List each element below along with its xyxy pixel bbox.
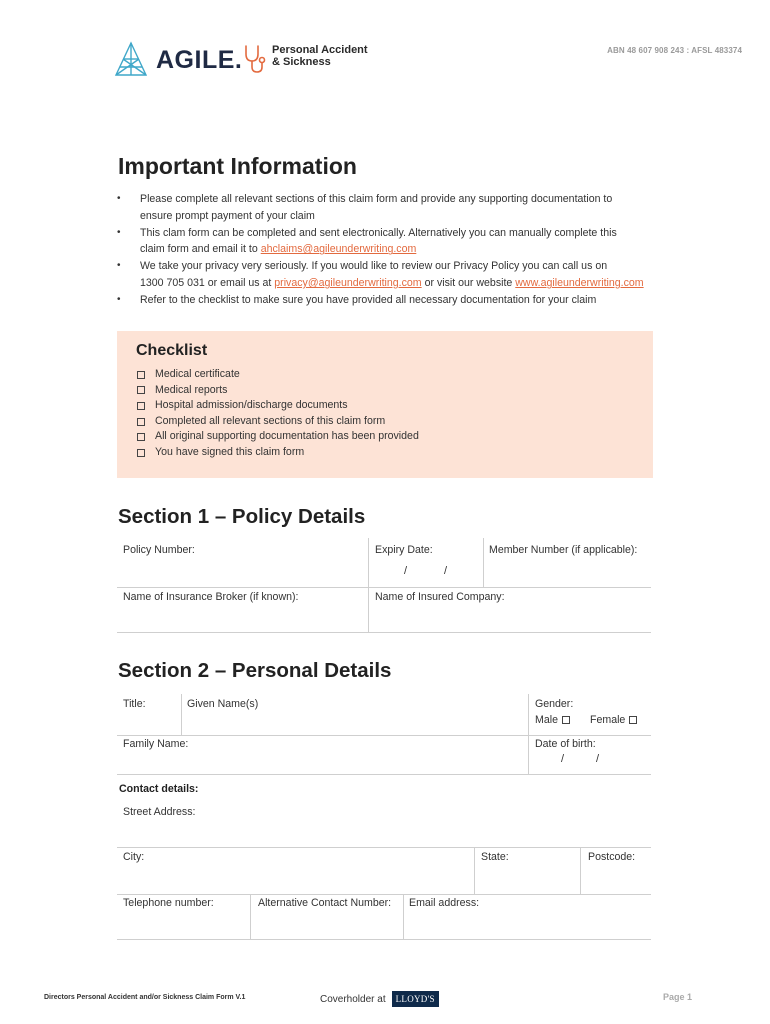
divider bbox=[528, 694, 529, 774]
insured-company-label[interactable]: Name of Insured Company: bbox=[375, 591, 505, 603]
important-info-title: Important Information bbox=[118, 153, 357, 179]
checkbox-icon[interactable] bbox=[629, 716, 637, 724]
contact-details-heading: Contact details: bbox=[119, 783, 199, 795]
state-label[interactable]: State: bbox=[481, 851, 509, 863]
checkbox-icon[interactable] bbox=[137, 386, 145, 394]
website-link[interactable]: www.agileunderwriting.com bbox=[515, 276, 644, 289]
section-1-title: Section 1 – Policy Details bbox=[118, 505, 366, 528]
product-line-2: & Sickness bbox=[272, 56, 331, 68]
claims-email-link[interactable]: ahclaims@agileunderwriting.com bbox=[260, 243, 417, 256]
divider bbox=[368, 538, 369, 633]
agile-mark-icon bbox=[112, 41, 150, 79]
checklist-item-label: You have signed this claim form bbox=[155, 445, 305, 458]
checklist-item-label: Medical certificate bbox=[155, 368, 240, 380]
checklist-title: Checklist bbox=[136, 342, 208, 359]
divider bbox=[117, 735, 651, 736]
checklist-item[interactable] bbox=[137, 367, 419, 383]
divider bbox=[580, 847, 581, 894]
male-option[interactable] bbox=[535, 714, 570, 726]
checklist-item[interactable] bbox=[137, 414, 419, 430]
checklist-item-label: All original supporting documentation has been provided bbox=[155, 430, 419, 443]
divider bbox=[181, 694, 182, 735]
date-separator: / bbox=[404, 565, 408, 577]
postcode-label[interactable]: Postcode: bbox=[588, 851, 636, 863]
broker-name-label[interactable]: Name of Insurance Broker (if known): bbox=[123, 591, 299, 603]
divider bbox=[117, 894, 651, 895]
list-item bbox=[118, 191, 658, 225]
alt-contact-label[interactable]: Alternative Contact Number: bbox=[258, 897, 392, 909]
abn-text: ABN 48 607 908 243 : AFSL 483374 bbox=[607, 46, 742, 55]
email-label[interactable]: Email address: bbox=[409, 897, 480, 909]
divider bbox=[250, 894, 251, 939]
brand-name: AGILE. bbox=[156, 45, 243, 74]
checklist-item[interactable] bbox=[137, 398, 419, 414]
checklist-item[interactable] bbox=[137, 383, 419, 399]
list-item bbox=[118, 225, 658, 259]
bullet-1-line-2: ensure prompt payment of your claim bbox=[140, 209, 315, 222]
bullet-3-pre-link: 1300 705 031 or email us at bbox=[140, 276, 275, 289]
important-info-list bbox=[118, 191, 658, 309]
form-name-footer: Directors Personal Accident and/or Sickness Claim Form V.1 bbox=[44, 994, 246, 1001]
street-address-label[interactable]: Street Address: bbox=[123, 806, 196, 818]
bullet-icon: • bbox=[117, 226, 121, 238]
female-label: Female bbox=[590, 714, 626, 726]
title-label[interactable]: Title: bbox=[123, 698, 146, 710]
bullet-icon: • bbox=[117, 260, 121, 272]
product-name bbox=[272, 44, 368, 68]
expiry-date-label[interactable]: Expiry Date: bbox=[375, 544, 433, 556]
female-option[interactable] bbox=[590, 714, 637, 726]
divider bbox=[117, 587, 651, 588]
telephone-label[interactable]: Telephone number: bbox=[123, 897, 214, 909]
gender-label: Gender: bbox=[535, 698, 574, 710]
family-name-label[interactable]: Family Name: bbox=[123, 738, 189, 750]
privacy-email-link[interactable]: privacy@agileunderwriting.com bbox=[274, 276, 422, 289]
divider bbox=[117, 939, 651, 940]
agile-logo bbox=[112, 40, 242, 80]
checkbox-icon[interactable] bbox=[137, 402, 145, 410]
divider bbox=[483, 538, 484, 587]
divider bbox=[117, 847, 651, 848]
bullet-1-line-1: Please complete all relevant sections of this claim form and provide any supporting documentation to bbox=[140, 193, 613, 205]
checklist-panel bbox=[117, 331, 653, 478]
divider bbox=[403, 894, 404, 939]
given-names-label[interactable]: Given Name(s) bbox=[187, 698, 259, 710]
divider bbox=[117, 632, 651, 633]
section-2-title: Section 2 – Personal Details bbox=[118, 659, 392, 682]
city-label[interactable]: City: bbox=[123, 851, 145, 863]
checklist-items bbox=[137, 367, 419, 461]
member-number-label[interactable]: Member Number (if applicable): bbox=[489, 544, 638, 556]
checkbox-icon[interactable] bbox=[137, 418, 145, 426]
checkbox-icon[interactable] bbox=[562, 716, 570, 724]
divider bbox=[117, 774, 651, 775]
date-separator: / bbox=[444, 565, 448, 577]
male-label: Male bbox=[535, 714, 558, 726]
bullet-4-line-1: Refer to the checklist to make sure you have provided all necessary documentation for your claim bbox=[140, 293, 597, 306]
page-number: Page 1 bbox=[662, 992, 692, 1002]
checklist-item-label: Completed all relevant sections of this claim form bbox=[155, 414, 386, 427]
checklist-item-label: Hospital admission/discharge documents bbox=[155, 399, 348, 412]
checkbox-icon[interactable] bbox=[137, 371, 145, 379]
product-line-1: Personal Accident bbox=[272, 44, 368, 56]
product-logo bbox=[242, 44, 368, 74]
dob-label[interactable]: Date of birth: bbox=[535, 738, 596, 750]
checkbox-icon[interactable] bbox=[137, 433, 145, 441]
divider bbox=[474, 847, 475, 894]
bullet-2-pre-link: claim form and email it to bbox=[140, 243, 261, 256]
lloyds-logo: LLOYD'S bbox=[392, 991, 439, 1007]
coverholder-text: Coverholder at bbox=[320, 993, 386, 1005]
list-item bbox=[118, 292, 658, 309]
bullet-2-line-1: This clam form can be completed and sent electronically. Alternatively you can manually complete this bbox=[140, 226, 617, 239]
bullet-3-mid: or visit our website bbox=[421, 276, 516, 289]
date-separator: / bbox=[596, 753, 600, 765]
checklist-item-label: Medical reports bbox=[155, 383, 228, 396]
checklist-item[interactable] bbox=[137, 429, 419, 445]
stethoscope-icon bbox=[242, 44, 268, 74]
date-separator: / bbox=[561, 753, 565, 765]
bullet-3-line-1: We take your privacy very seriously. If you would like to review our Privacy Policy you can call us on bbox=[140, 260, 608, 273]
policy-number-label[interactable]: Policy Number: bbox=[123, 544, 195, 556]
checkbox-icon[interactable] bbox=[137, 449, 145, 457]
checklist-item[interactable] bbox=[137, 445, 419, 461]
bullet-icon: • bbox=[117, 193, 121, 204]
coverholder-footer bbox=[320, 991, 439, 1007]
bullet-icon: • bbox=[117, 293, 121, 305]
list-item bbox=[118, 258, 658, 292]
